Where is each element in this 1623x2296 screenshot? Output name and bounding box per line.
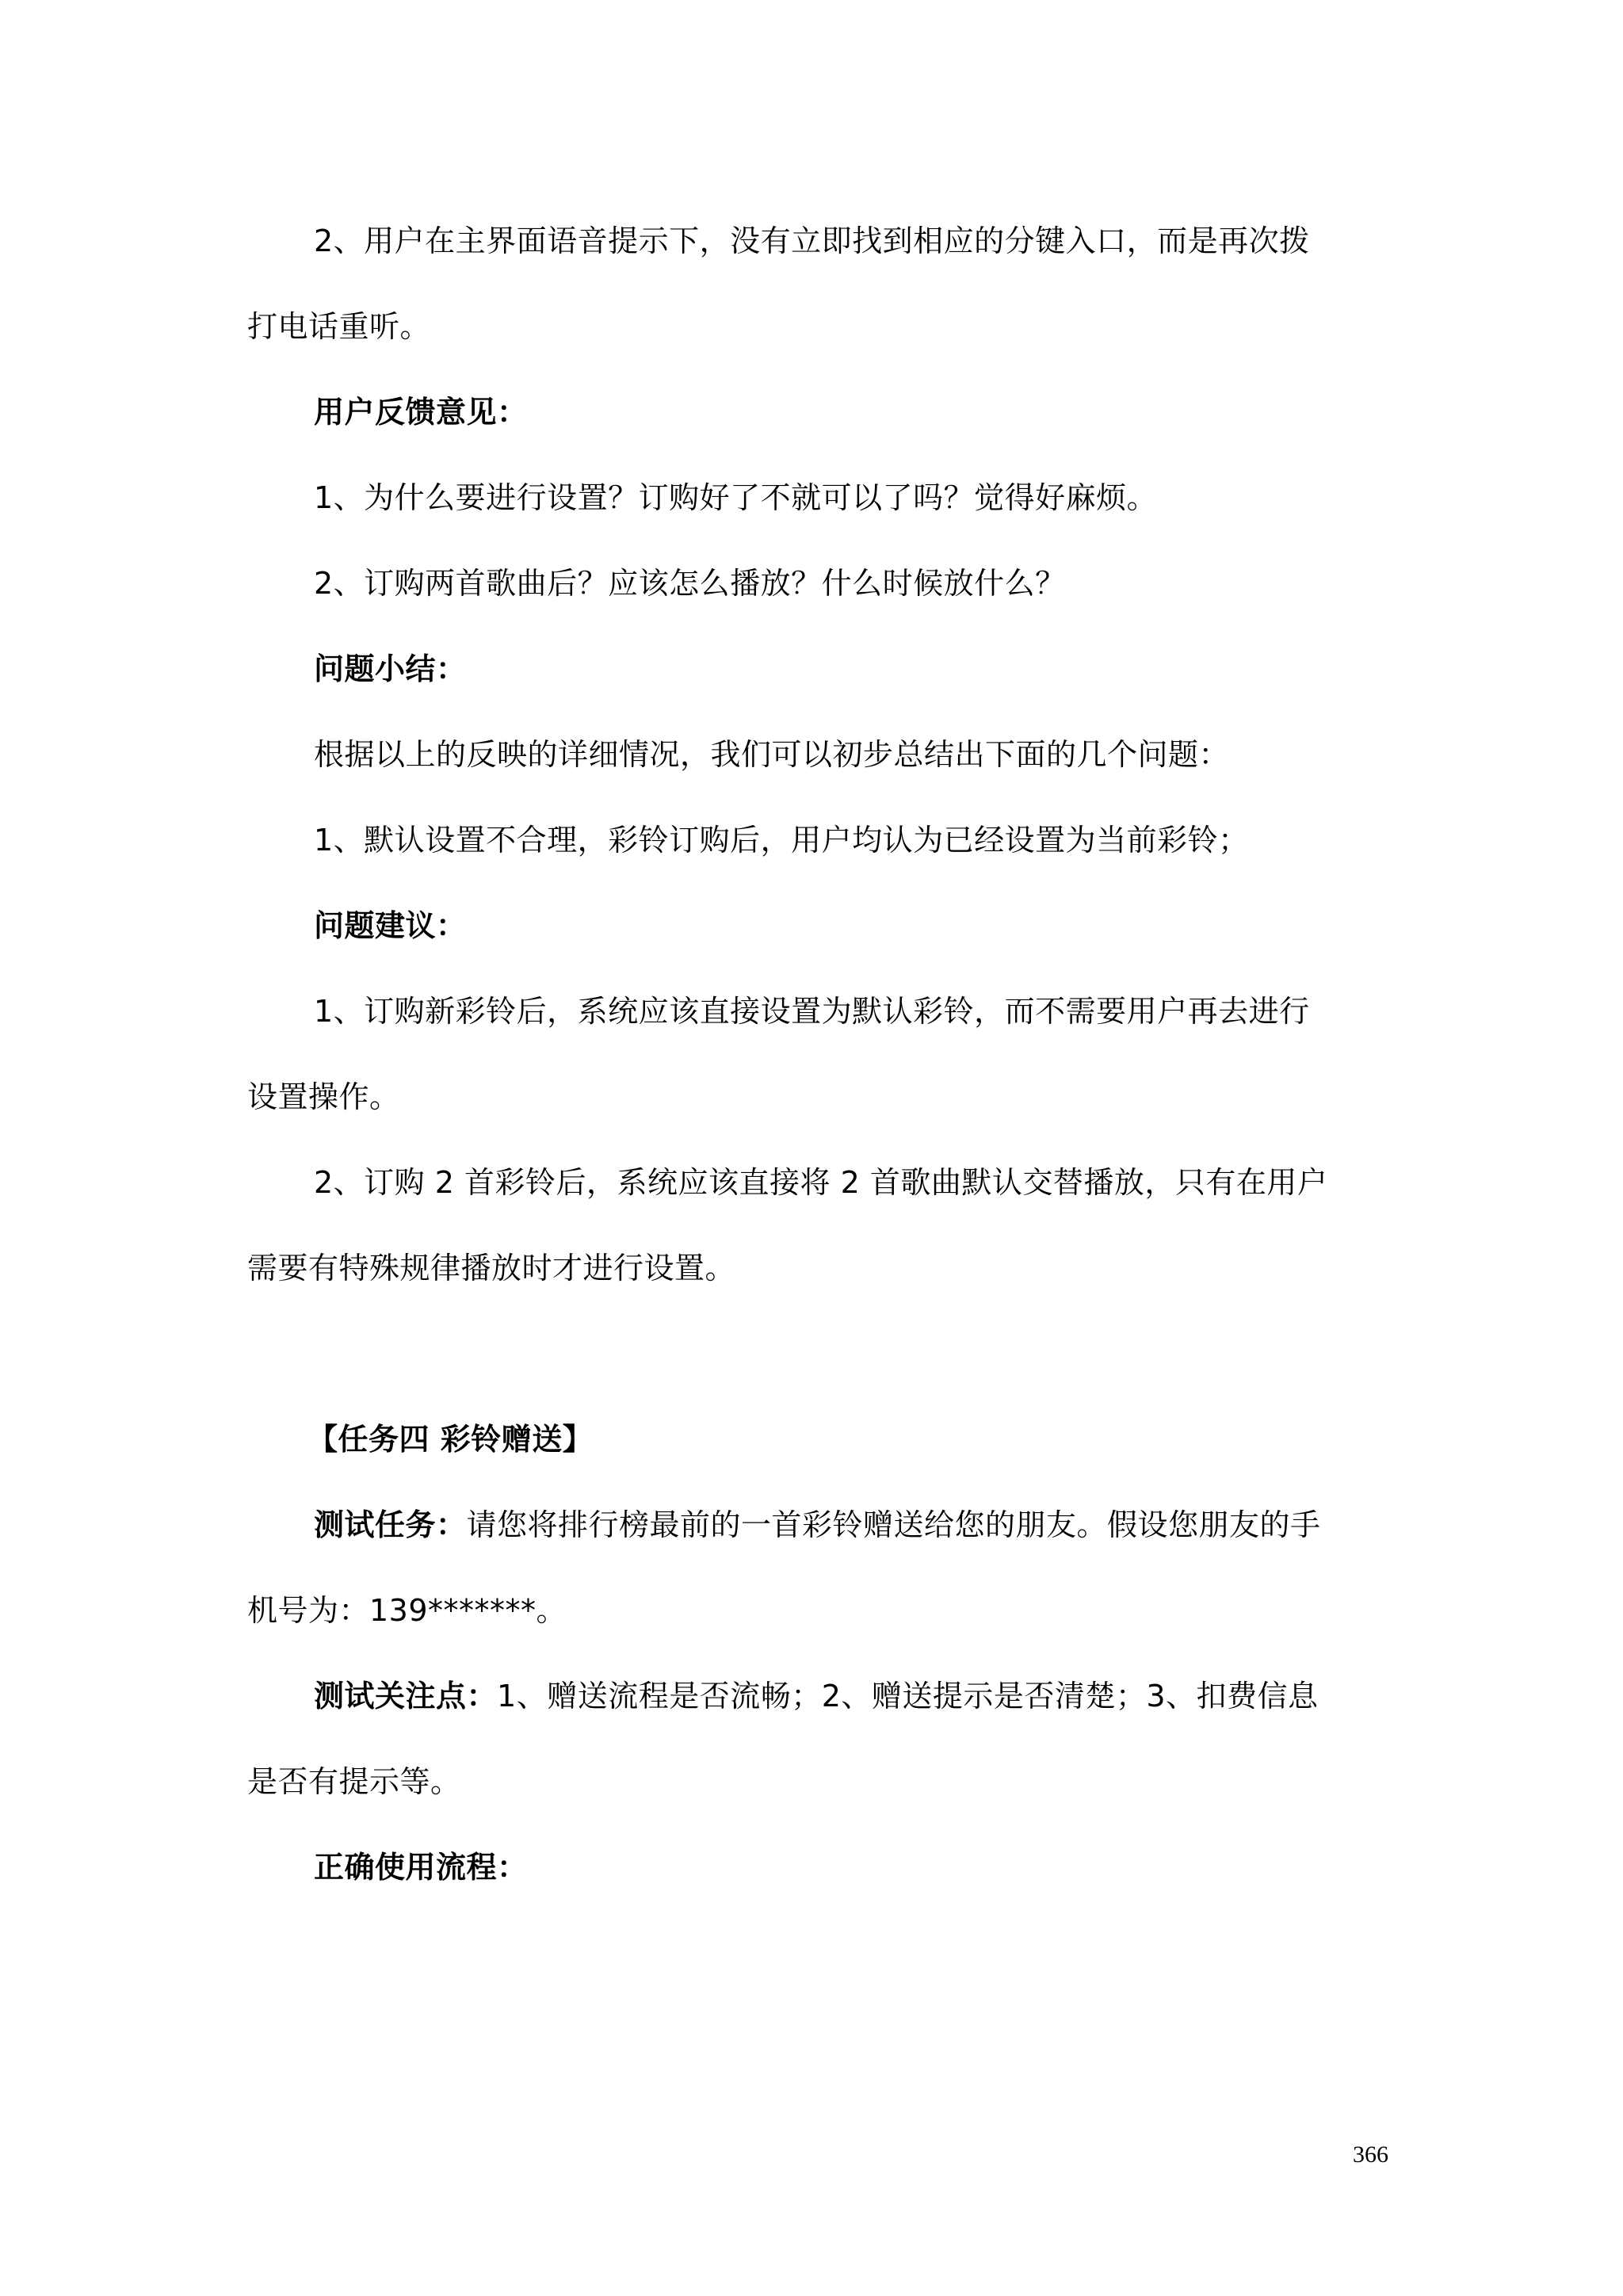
paragraph-line: 2、订购 2 首彩铃后，系统应该直接将 2 首歌曲默认交替播放，只有在用户 — [314, 1165, 1328, 1200]
paragraph-line: 需要有特殊规律播放时才进行设置。 — [247, 1251, 736, 1286]
inline-label-focus-points: 测试关注点： — [314, 1679, 498, 1713]
paragraph-line — [247, 1482, 1388, 1568]
section-heading-task-four: 【任务四 彩铃赠送】 — [307, 1422, 594, 1457]
page-number: 366 — [1353, 2141, 1388, 2168]
inline-text: 请您将排行榜最前的一首彩铃赠送给您的朋友。假设您朋友的手 — [466, 1507, 1321, 1542]
section-heading-problem-summary: 问题小结： — [314, 651, 467, 686]
paragraph-line: 设置操作。 — [247, 1079, 400, 1114]
paragraph-line: 打电话重听。 — [247, 309, 431, 344]
inline-label-test-task: 测试任务： — [314, 1507, 467, 1542]
paragraph-line: 1、订购新彩铃后，系统应该直接设置为默认彩铃，而不需要用户再去进行 — [314, 994, 1310, 1029]
paragraph-line: 2、用户在主界面语音提示下，没有立即找到相应的分键入口，而是再次拨 — [314, 223, 1310, 258]
paragraph-line: 是否有提示等。 — [247, 1764, 461, 1799]
inline-text: 1、赠送流程是否流畅；2、赠送提示是否清楚；3、扣费信息 — [497, 1679, 1319, 1713]
section-heading-correct-flow: 正确使用流程： — [314, 1850, 528, 1885]
paragraph-line: 机号为：139*******。 — [247, 1593, 567, 1628]
section-heading-user-feedback: 用户反馈意见： — [314, 395, 528, 430]
paragraph-line: 1、默认设置不合理，彩铃订购后，用户均认为已经设置为当前彩铃； — [314, 823, 1249, 858]
paragraph-line: 2、订购两首歌曲后？应该怎么播放？什么时候放什么？ — [314, 566, 1066, 601]
paragraph-line: 根据以上的反映的详细情况，我们可以初步总结出下面的几个问题： — [314, 737, 1230, 772]
paragraph-line: 1、为什么要进行设置？订购好了不就可以了吗？觉得好麻烦。 — [314, 480, 1158, 515]
section-heading-suggestions: 问题建议： — [314, 908, 467, 943]
paragraph-line — [247, 1653, 1388, 1739]
